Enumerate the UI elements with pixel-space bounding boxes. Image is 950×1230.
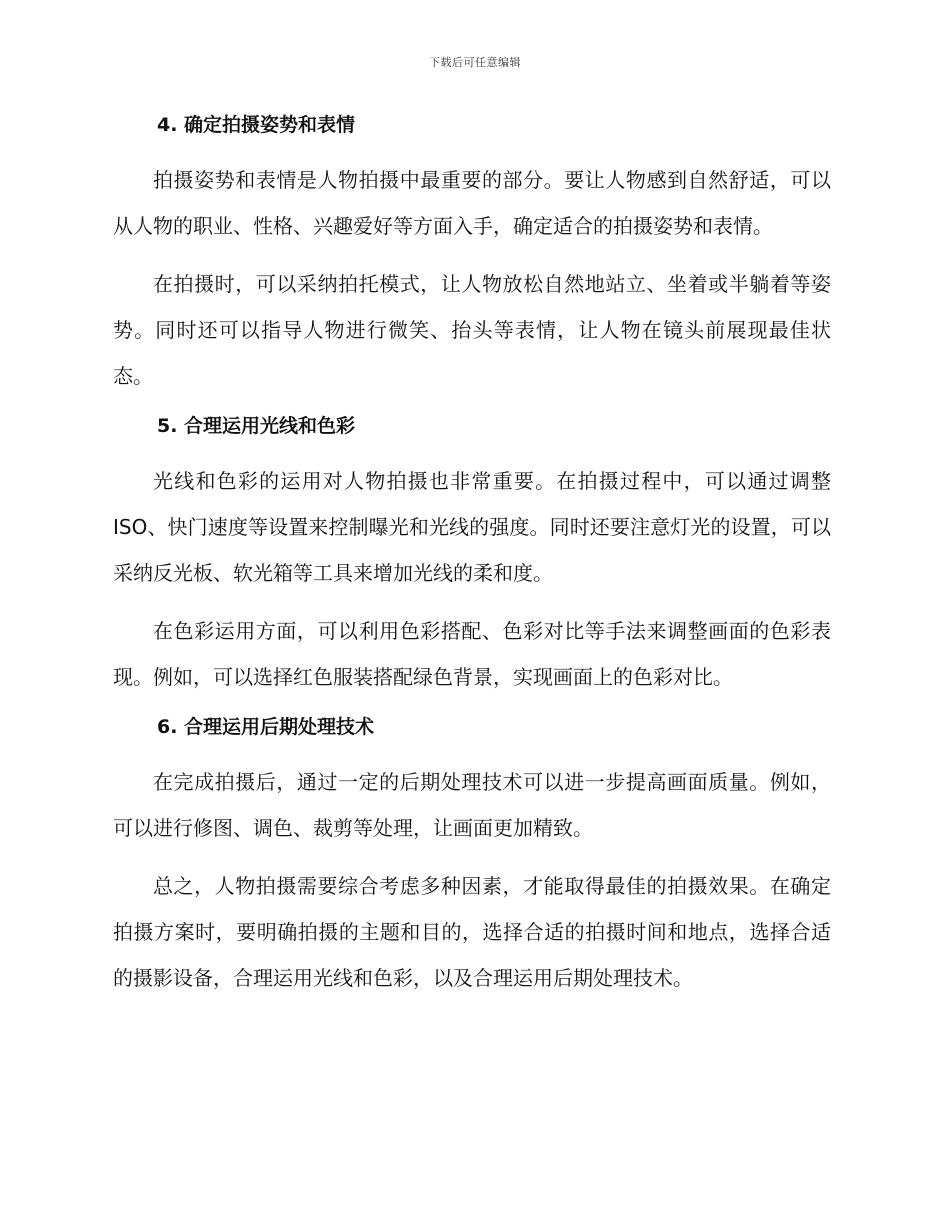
section-heading: 5. 合理运用光线和色彩 <box>157 415 356 437</box>
section-heading: 4. 确定拍摄姿势和表情 <box>157 114 356 136</box>
paragraph: 光线和色彩的运用对人物拍摄也非常重要。在拍摄过程中，可以通过调整 ISO、快门速度等设置来控制曝光和光线的强度。同时还要注意灯光的设置，可以采纳反光板、软光箱等工具来增加光线的柔和度。 <box>113 469 831 585</box>
header-note: 下载后可任意编辑 <box>429 56 521 69</box>
paragraph: 拍摄姿势和表情是人物拍摄中最重要的部分。要让人物感到自然舒适，可以从人物的职业、性格、兴趣爱好等方面入手，确定适合的拍摄姿势和表情。 <box>113 168 831 238</box>
document-body <box>113 110 831 1001</box>
paragraph: 总之，人物拍摄需要综合考虑多种因素，才能取得最佳的拍摄效果。在确定拍摄方案时，要明确拍摄的主题和目的，选择合适的拍摄时间和地点，选择合适的摄影设备，合理运用光线和色彩，以及合理运用后期处理技术。 <box>113 874 831 990</box>
paragraph: 在拍摄时，可以采纳拍托模式，让人物放松自然地站立、坐着或半躺着等姿势。同时还可以指导人物进行微笑、抬头等表情，让人物在镜头前展现最佳状态。 <box>113 272 831 388</box>
section-heading: 6. 合理运用后期处理技术 <box>157 716 375 738</box>
paragraph: 在完成拍摄后，通过一定的后期处理技术可以进一步提高画面质量。例如，可以进行修图、调色、裁剪等处理，让画面更加精致。 <box>113 770 831 840</box>
paragraph: 在色彩运用方面，可以利用色彩搭配、色彩对比等手法来调整画面的色彩表现。例如，可以选择红色服装搭配绿色背景，实现画面上的色彩对比。 <box>113 619 831 689</box>
